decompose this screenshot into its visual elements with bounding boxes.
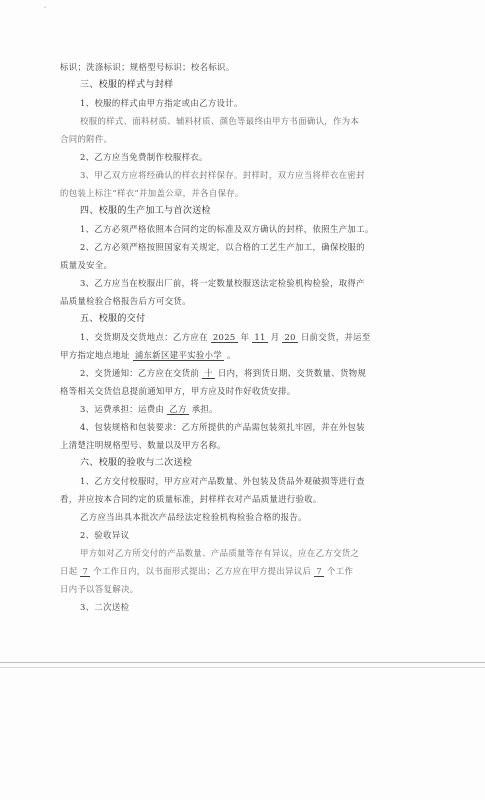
page-bottom-rule [0,667,485,668]
text-line: 质量及安全。 [60,260,113,270]
delivery-month: 11 [254,332,266,342]
text-line: 2、乙方应当免费制作校服样衣。 [80,152,208,162]
delivery-year: 2025 [212,332,236,342]
text-segment: 。 [227,350,236,360]
text-segment: 甲方指定地点地址 [60,350,130,360]
delivery-day: 20 [284,332,296,342]
objection-days: 7 [82,566,89,576]
contract-body [60,58,440,616]
text-line: 1、乙方必须严格依照本合同约定的标准及双方确认的封样，依照生产加工。 [80,224,374,234]
text-segment: 月 [270,332,280,342]
text-line: 4、包装规格和包装要求：乙方所提供的产品需包装须扎牢固，并在外包装 [80,422,365,432]
text-segment: 2、交货通知：乙方应在交货前 [80,368,200,378]
text-line: 3、乙方应当在校服出厂前，将一定数量校服送法定检验机构检验，取得产 [80,278,365,288]
text-line: 品质量检验合格报告后方可交货。 [60,296,191,306]
text-line: 看，并应按本合同约定的质量标准，封样样衣对产品质量进行验收。 [60,494,322,504]
text-line: 上清楚注明规格型号、数量以及甲方名称。 [60,440,226,450]
text-line: 校服的样式、面料材质、辅料材质、颜色等最终由甲方书面确认，作为本 [80,116,360,126]
freight-line [60,400,440,418]
page-bottom-rule [0,662,485,663]
section-heading-5: 五、校服的交付 [80,314,146,324]
text-line: 的包装上标注“样衣”并加盖公章，并各自保存。 [60,188,244,198]
text-segment: 承担。 [191,404,218,414]
text-segment: 个工作日内，以书面形式提出；乙方应在甲方提出异议后 [93,566,312,576]
section-heading-6: 六、校服的验收与二次送检 [80,458,193,468]
text-line: 2、验收异议 [80,530,130,540]
notice-days: 十 [204,368,213,378]
text-line: 日内予以答复解决。 [60,584,139,594]
text-line: 1、乙方交付校服时，甲方应对产品数量、外包装及货品外观破损等进行查 [80,476,365,486]
delivery-date-line [60,328,440,346]
freight-party: 乙方 [169,404,187,414]
text-line: 合同的附件。 [60,134,113,144]
text-line: 格等相关交货信息提前通知甲方，甲方应及时作好收货安排。 [60,386,296,396]
section-heading-3: 三、校服的样式与封样 [80,80,174,90]
text-line: 3、二次送检 [80,602,130,612]
text-line: 甲方如对乙方所交付的产品数量、产品质量等存有异议，应在乙方交货之 [80,548,360,558]
text-segment: 1、交货期及交货地点：乙方应在 [80,332,208,342]
reply-days: 7 [316,566,322,576]
text-segment: 3、运费承担：运费由 [80,404,165,414]
text-segment: 个工作 [327,566,354,576]
objection-line [60,562,440,580]
text-line: 1、校服的样式由甲方指定或由乙方设计。 [80,98,243,108]
text-segment: 日起 [60,566,78,576]
delivery-place-line [60,346,440,364]
delivery-place: 浦东新区建平实验小学 [134,350,223,360]
text-line: 2、乙方必须严格按照国家有关规定，以合格的工艺生产加工，确保校服的 [80,242,365,252]
notice-line [60,364,440,382]
text-segment: 日内，将到货日期、交货数量、货物规 [217,368,367,378]
text-line: 标识；洗涤标识；规格型号标识；校名标识。 [60,62,235,72]
text-line: 乙方应当出具本批次产品经法定检验机构检验合格的报告。 [80,512,307,522]
text-segment: 年 [240,332,250,342]
text-segment: 日前交货，并运至 [300,332,371,342]
text-line: 3、甲乙双方应将经确认的样衣封样保存。封样时，双方应当将样衣在密封 [80,170,365,180]
section-heading-4: 四、校服的生产加工与首次送检 [80,206,211,216]
scan-mark: ‘ [44,6,46,13]
